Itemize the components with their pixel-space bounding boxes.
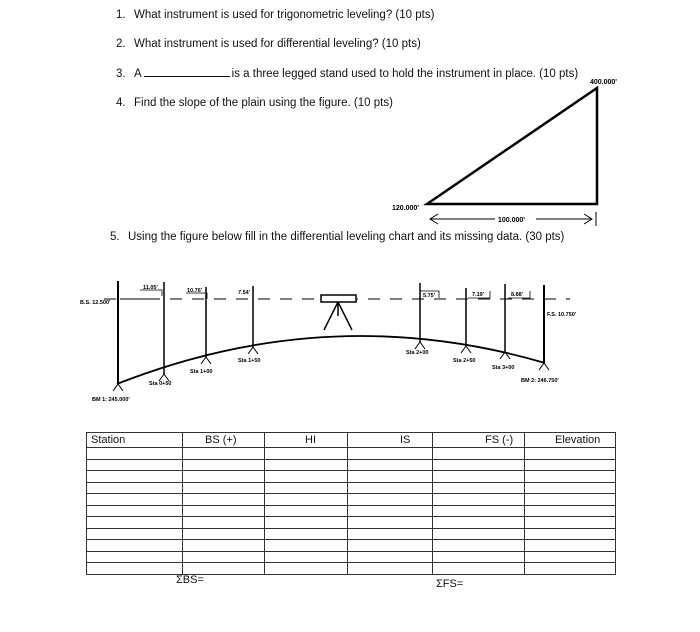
question-5: 5. Using the figure below fill in the differential leveling chart and its missing data. (30 pts) (110, 231, 565, 243)
question-4: 4. Find the slope of the plain using the figure. (10 pts) (116, 97, 393, 109)
station-label: Sta 1+00 (190, 369, 213, 375)
col-hi: HI (265, 433, 348, 448)
table-row (87, 482, 616, 494)
station-label: Sta 1+50 (238, 358, 261, 364)
col-is: IS (348, 433, 433, 448)
sum-bs: ΣBS= (176, 574, 204, 586)
station-label: Sta 2+50 (453, 358, 476, 364)
sum-fs: ΣFS= (436, 578, 464, 590)
station-label: Sta 2+00 (406, 350, 429, 356)
question-3: 3. A is a three legged stand used to hold the instrument in place. (10 pts) (116, 68, 579, 80)
caret-sta250 (461, 346, 471, 353)
question-1: 1. What instrument is used for trigonometric leveling? (10 pts) (116, 9, 435, 21)
col-fs: FS (-) (433, 433, 525, 448)
leveling-table (86, 432, 616, 575)
reading-6: 8.88' (511, 292, 524, 298)
table-row (87, 563, 616, 575)
question-2: 2. What instrument is used for differential leveling? (10 pts) (116, 38, 421, 50)
hypotenuse-label: 120.000' (392, 205, 419, 212)
caret-bm2 (539, 363, 549, 370)
reading-4: 5.75' (423, 293, 436, 299)
col-bs: BS (+) (183, 433, 265, 448)
caret-sta150 (248, 347, 258, 354)
level-instrument (321, 295, 356, 302)
table-row (87, 448, 616, 460)
reading-2: 10.76' (187, 288, 203, 294)
reading-3: 7.54' (238, 290, 251, 296)
table-row (87, 459, 616, 471)
bm2-label: BM 2: 246.750' (521, 378, 559, 384)
caret-sta050 (159, 374, 169, 381)
station-label: Sta 3+00 (492, 365, 515, 371)
caret-sta200 (415, 342, 425, 349)
table-header-row (87, 433, 616, 448)
ground-line (117, 336, 545, 384)
vertical-label: 400.000' (590, 79, 617, 86)
slope-triangle (427, 88, 597, 204)
col-elevation: Elevation (525, 433, 616, 448)
col-station: Station (87, 433, 183, 448)
tripod-leg-left (324, 302, 338, 330)
bs-label: B.S. 12.500' (80, 300, 111, 306)
table-row (87, 471, 616, 483)
table-row (87, 551, 616, 563)
reading-1: 11.05' (143, 285, 158, 291)
caret-sta100 (201, 357, 211, 364)
table-row (87, 494, 616, 506)
table-row (87, 528, 616, 540)
table-row (87, 517, 616, 529)
caret-bm1 (113, 384, 123, 391)
tripod-leg-right (338, 302, 352, 330)
leveling-figure (80, 281, 577, 403)
fs-label: F.S. 10.750' (547, 312, 577, 318)
station-label: Sta 0+50 (149, 381, 172, 387)
reading-5: 7.19' (472, 292, 485, 298)
horizontal-label: 100.000' (498, 217, 525, 224)
table-row (87, 540, 616, 552)
bm1-label: BM 1: 245.000' (92, 397, 130, 403)
table-row (87, 505, 616, 517)
